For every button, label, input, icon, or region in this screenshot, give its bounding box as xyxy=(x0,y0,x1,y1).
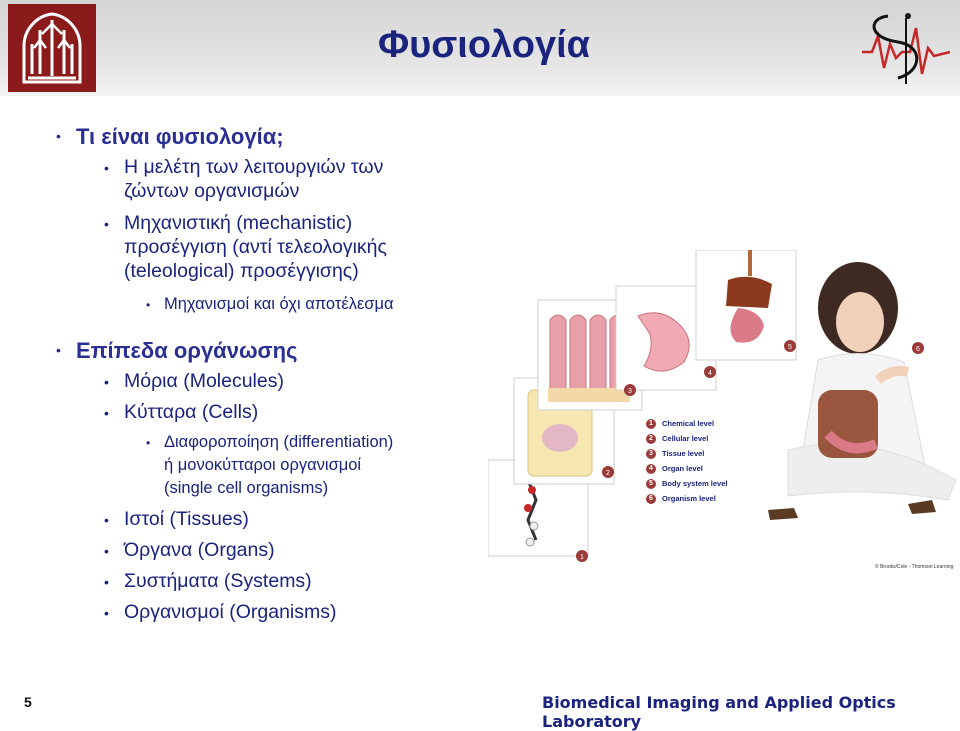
legend-item xyxy=(646,491,727,506)
legend-number: 3 xyxy=(646,449,656,459)
legend-label: Organ level xyxy=(662,464,703,473)
level-molecules: Μόρια (Molecules) xyxy=(124,370,284,392)
cells-subitem-line1: Διαφοροποίηση (differentiation) xyxy=(164,433,394,451)
svg-text:5: 5 xyxy=(788,344,792,351)
approach-text-line1: Μηχανιστική (mechanistic) xyxy=(124,212,353,234)
legend-number: 6 xyxy=(646,494,656,504)
level-tissues: Ιστοί (Tissues) xyxy=(124,508,249,530)
legend-item xyxy=(646,416,727,431)
legend-number: 5 xyxy=(646,479,656,489)
question-heading: Τι είναι φυσιολογία; xyxy=(76,124,284,149)
page-number: 5 xyxy=(24,694,32,710)
svg-text:6: 6 xyxy=(916,346,920,353)
bullet: • xyxy=(104,605,109,621)
header-bar xyxy=(0,0,960,96)
definition-text-line1: Η μελέτη των λειτουργιών των xyxy=(124,156,384,178)
level-systems: Συστήματα (Systems) xyxy=(124,570,312,592)
definition-text-line2: ζώντων οργανισμών xyxy=(124,180,300,202)
legend-item xyxy=(646,431,727,446)
legend-label: Chemical level xyxy=(662,419,715,428)
approach-text-line3: (teleological) προσέγγισης) xyxy=(124,260,359,282)
legend-item xyxy=(646,461,727,476)
approach-text-line2: προσέγγιση (αντί τελεολογικής xyxy=(124,236,387,258)
bullet: • xyxy=(104,216,109,232)
legend-number: 2 xyxy=(646,434,656,444)
bullet: • xyxy=(104,574,109,590)
bullet: • xyxy=(104,160,109,176)
bullet: • xyxy=(104,543,109,559)
legend-label: Organism level xyxy=(662,494,716,503)
legend-label: Body system level xyxy=(662,479,728,488)
bullet: • xyxy=(146,298,151,312)
cells-subitem-line3: (single cell organisms) xyxy=(164,479,329,497)
level-organs: Όργανα (Organs) xyxy=(124,539,275,561)
lab-logo-icon xyxy=(858,8,954,90)
level-organisms: Οργανισμοί (Organisms) xyxy=(124,601,337,623)
legend-item xyxy=(646,476,727,491)
level-cells: Κύτταρα (Cells) xyxy=(124,401,259,423)
levels-heading: Επίπεδα οργάνωσης xyxy=(76,338,298,363)
svg-text:3: 3 xyxy=(628,388,632,395)
figure-legend xyxy=(646,416,727,506)
slide-title: Φυσιολογία xyxy=(377,24,590,66)
panel-system xyxy=(696,250,796,360)
svg-text:4: 4 xyxy=(708,370,712,377)
bullet: • xyxy=(146,436,151,450)
bullet: • xyxy=(104,374,109,390)
footer-lab-name: Biomedical Imaging and Applied Optics Laboratory xyxy=(542,693,896,731)
bullet: • xyxy=(56,342,61,358)
svg-text:2: 2 xyxy=(606,470,610,477)
cells-subitem-line2: ή μονοκύτταροι οργανισμοί xyxy=(164,456,362,474)
legend-item xyxy=(646,446,727,461)
mechanisms-subitem: Μηχανισμοί και όχι αποτέλεσμα xyxy=(164,295,394,313)
legend-label: Cellular level xyxy=(662,434,709,443)
legend-number: 4 xyxy=(646,464,656,474)
bullet: • xyxy=(56,128,61,144)
organization-levels-illustration xyxy=(488,250,958,580)
legend-label: Tissue level xyxy=(662,449,705,458)
bullet: • xyxy=(104,405,109,421)
figure-credit: © Brooks/Cole - Thomson Learning xyxy=(875,564,954,570)
bullet: • xyxy=(104,512,109,528)
legend-number: 1 xyxy=(646,419,656,429)
svg-text:1: 1 xyxy=(580,554,584,561)
